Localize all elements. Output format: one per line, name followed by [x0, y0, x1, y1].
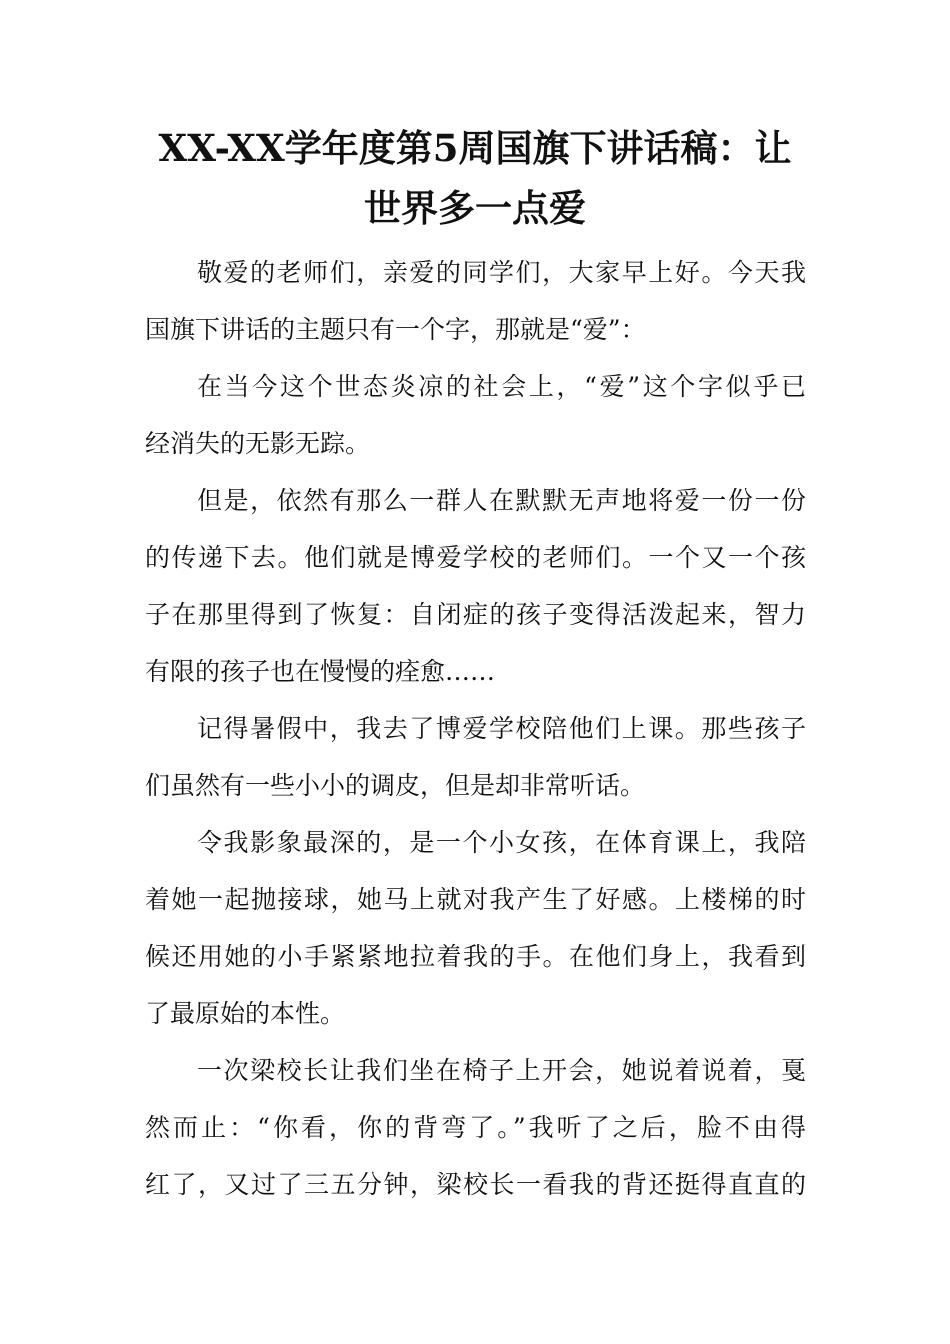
paragraph-line: 候还用她的小手紧紧地拉着我的手。在他们身上，我看到 [145, 942, 806, 971]
paragraph-line: 在当今这个世态炎凉的社会上，“爱”这个字似乎已 [197, 372, 806, 401]
document-title-line-2: 世界多一点爱 [364, 186, 586, 230]
paragraph-line: 红了，又过了三五分钟，梁校长一看我的背还挺得直直的 [145, 1170, 806, 1199]
paragraph-line: 的传递下去。他们就是博爱学校的老师们。一个又一个孩 [145, 543, 806, 572]
paragraph-line: 敬爱的老师们，亲爱的同学们，大家早上好。今天我 [197, 258, 806, 287]
paragraph-line: 但是，依然有那么一群人在默默无声地将爱一份一份 [197, 486, 806, 515]
paragraph-line: 子在那里得到了恢复：自闭症的孩子变得活泼起来，智力 [145, 600, 806, 629]
paragraph-line: 了最原始的本性。 [145, 999, 346, 1028]
paragraph-line: 着她一起抛接球，她马上就对我产生了好感。上楼梯的时 [145, 885, 806, 914]
paragraph-line: 然而止：“你看，你的背弯了。”我听了之后，脸不由得 [145, 1113, 806, 1142]
document-title-line-1: XX-XX学年度第5周国旗下讲话稿：让 [158, 126, 792, 170]
paragraph-line: 经消失的无影无踪。 [145, 429, 371, 458]
paragraph-line: 们虽然有一些小小的调皮，但是却非常听话。 [145, 771, 646, 800]
paragraph-line: 令我影象最深的，是一个小女孩，在体育课上，我陪 [197, 828, 806, 857]
paragraph-line: 有限的孩子也在慢慢的痊愈…… [145, 657, 496, 686]
paragraph-line: 记得暑假中，我去了博爱学校陪他们上课。那些孩子 [197, 714, 806, 743]
paragraph-line: 国旗下讲话的主题只有一个字，那就是“爱”： [145, 315, 646, 344]
paragraph-line: 一次梁校长让我们坐在椅子上开会，她说着说着，戛 [197, 1056, 806, 1085]
